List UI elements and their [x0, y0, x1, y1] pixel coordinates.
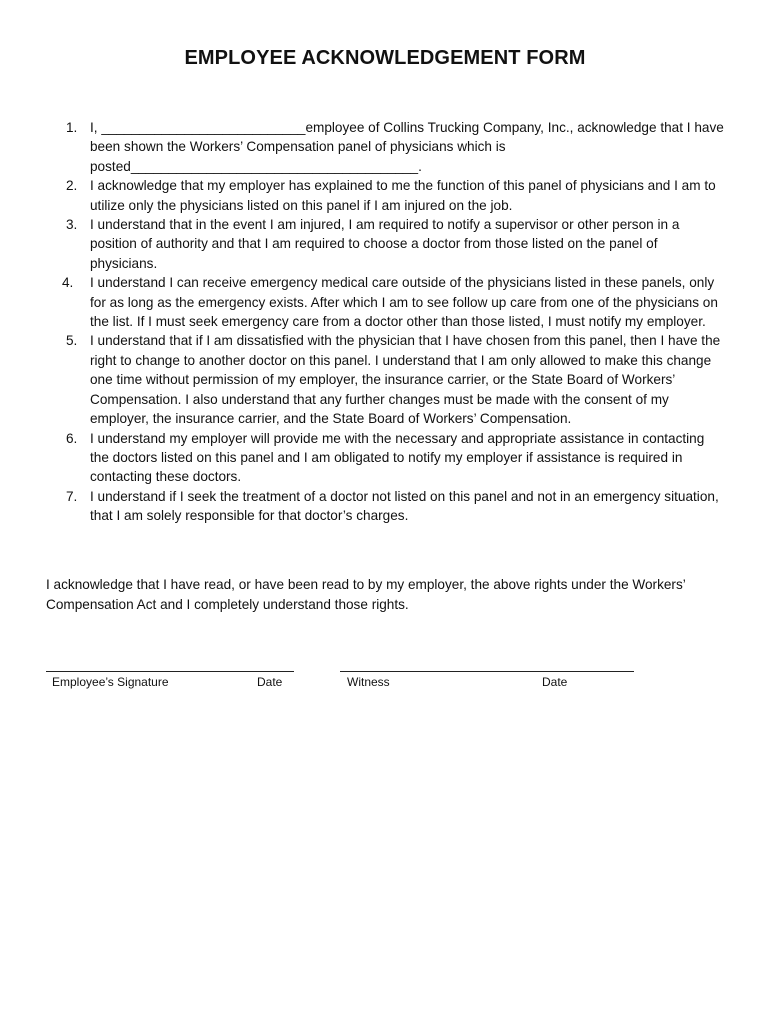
item-text: I acknowledge that my employer has explained to me the function of this panel of physicians and I am to utilize only the physicians listed on this panel if I am injured on the job.	[90, 178, 716, 213]
item-number: 3.	[66, 217, 78, 233]
acknowledgement-list	[46, 118, 726, 526]
item-text: I understand that if I am dissatisfied with the physician that I have chosen from this panel, then I have the right to change to another doctor on this panel. I understand that I am only allowed to make this change one time without permission of my employer, the insurance carrier, or the State Board of Workers’ Compensation. I also understand that any further changes must be made with the consent of my employer, the insurance carrier, and the State Board of Workers’ Compensation.	[90, 333, 721, 427]
item-text: I understand if I seek the treatment of a doctor not listed on this panel and not in an emergency situation, that I am solely responsible for that doctor’s charges.	[90, 488, 719, 524]
employee-signature-label: Employee’s Signature	[52, 675, 169, 689]
list-item	[46, 429, 726, 487]
list-item	[46, 273, 726, 331]
item-text: I understand my employer will provide me with the necessary and appropriate assistance in contacting the doctors listed on this panel and I am obligated to notify my employer if assistance is required in contacting these doctors.	[90, 430, 705, 485]
list-item	[46, 176, 726, 215]
item-number: 1.	[66, 120, 78, 135]
item-number: 7.	[66, 488, 78, 504]
witness-label: Witness	[347, 675, 390, 689]
item-number: 2.	[66, 178, 78, 194]
item-text: I understand I can receive emergency medical care outside of the physicians listed in these panels, only for as long as the emergency exists. After which I am to see follow up care from one of the physicians on the list. If I must seek emergency care from a doctor other than those listed, I must notify my employer.	[90, 275, 718, 330]
item-number: 6.	[66, 430, 78, 446]
witness-signature-line[interactable]	[340, 671, 634, 672]
list-item	[46, 487, 726, 526]
list-item	[46, 331, 726, 428]
employee-signature-line[interactable]	[46, 671, 294, 672]
item-text: I understand that in the event I am injured, I am required to notify a supervisor or other person in a position of authority and that I am required to choose a doctor from those listed on the panel of physicians.	[90, 217, 680, 271]
item-text: I, ___________________________employee of Collins Trucking Company, Inc., acknowledge that I have been shown the Workers’ Compensation panel of physicians which is posted______________________________________.	[90, 120, 724, 174]
list-item	[46, 118, 726, 176]
employee-date-label: Date	[257, 675, 283, 689]
form-title: EMPLOYEE ACKNOWLEDGEMENT FORM	[184, 47, 586, 69]
closing-statement: I acknowledge that I have read, or have been read to by my employer, the above rights under the Workers’ Compensation Act and I completely understand those rights.	[46, 577, 686, 612]
witness-date-label: Date	[542, 675, 568, 689]
item-number: 4.	[62, 275, 74, 291]
list-item	[46, 215, 726, 273]
item-number: 5.	[66, 333, 78, 349]
